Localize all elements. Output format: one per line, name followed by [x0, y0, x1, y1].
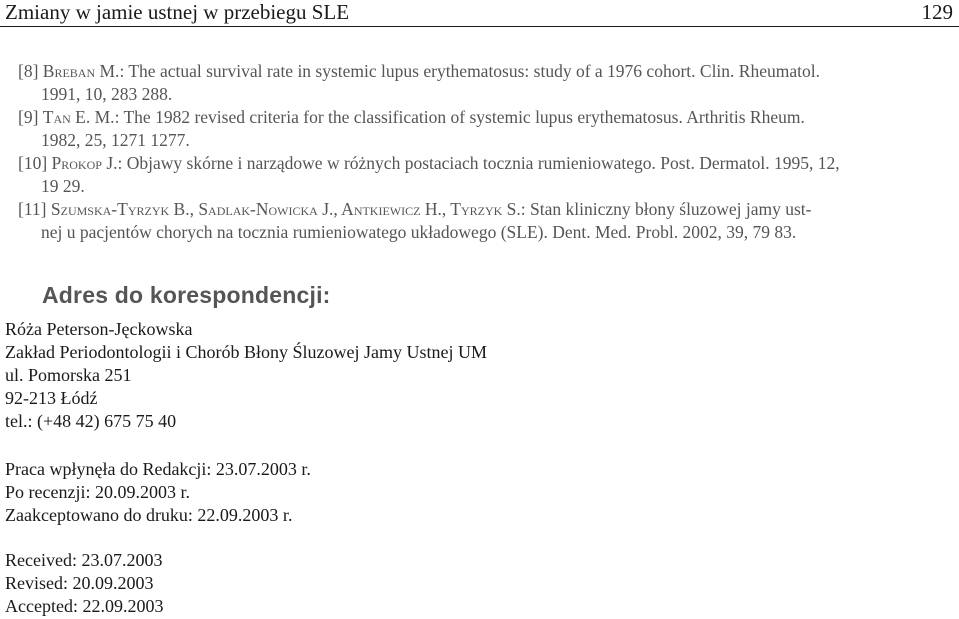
date-accepted-pl: Zaakceptowano do druku: 22.09.2003 r.: [5, 505, 293, 525]
reference-text-continued: 1982, 25, 1271 1277.: [41, 130, 190, 150]
date-received-pl: Praca wpłynęła do Redakcji: 23.07.2003 r.: [5, 459, 311, 479]
reference-author: Tan E. M.: [42, 107, 115, 127]
reference-text: : Objawy skórne i narządowe w różnych postaciach tocznia rumieniowatego. Post. Dermatol. 1995, 12,: [117, 153, 840, 173]
header-rule: [0, 26, 959, 27]
reference-item: [18, 152, 953, 198]
running-title: Zmiany w jamie ustnej w przebiegu SLE: [5, 0, 350, 24]
correspondence-department: Zakład Periodontologii i Chorób Błony Śluzowej Jamy Ustnej UM: [5, 342, 487, 362]
reference-author: Prokop J.: [51, 153, 118, 173]
reference-text-continued: nej u pacjentów chorych na tocznia rumieniowatego układowego (SLE). Dent. Med. Probl. 2002, 39, 79 83.: [41, 222, 797, 242]
reference-number: [11]: [18, 199, 47, 219]
correspondence-phone: tel.: (+48 42) 675 75 40: [5, 411, 177, 431]
reference-text: : Stan kliniczny błony śluzowej jamy ust-: [520, 199, 812, 219]
reference-text: : The 1982 revised criteria for the classification of systemic lupus erythematosus. Arthritis Rheum.: [114, 107, 805, 127]
reference-text-continued: 19 29.: [41, 176, 85, 196]
dates-polish: [5, 458, 905, 527]
reference-author: Szumska-Tyrzyk B., Sadlak-Nowicka J., Antkiewicz H., Tyrzyk S.: [50, 199, 521, 219]
reference-item: [18, 60, 953, 106]
reference-item: [18, 198, 953, 244]
page-number: 129: [921, 0, 953, 24]
reference-text-continued: 1991, 10, 283 288.: [41, 84, 173, 104]
correspondence-address: [5, 318, 905, 433]
correspondence-heading: Adres do korespondencji:: [42, 282, 331, 308]
reference-author: Breban M.: [42, 61, 120, 81]
reference-item: [18, 106, 953, 152]
reference-number: [8]: [18, 61, 39, 81]
correspondence-street: ul. Pomorska 251: [5, 365, 132, 385]
reference-number: [9]: [18, 107, 39, 127]
date-revised-pl: Po recenzji: 20.09.2003 r.: [5, 482, 190, 502]
correspondence-city: 92-213 Łódź: [5, 388, 98, 408]
reference-text: : The actual survival rate in systemic lupus erythematosus: study of a 1976 cohort. Clin. Rheumatol.: [119, 61, 820, 81]
correspondence-name: Róża Peterson-Jęckowska: [5, 319, 193, 339]
date-received: Received: 23.07.2003: [5, 550, 163, 570]
reference-list: [18, 60, 953, 244]
reference-number: [10]: [18, 153, 48, 173]
date-revised: Revised: 20.09.2003: [5, 573, 154, 593]
running-header: [0, 0, 959, 26]
dates-english: [5, 549, 905, 618]
date-accepted: Accepted: 22.09.2003: [5, 596, 164, 616]
